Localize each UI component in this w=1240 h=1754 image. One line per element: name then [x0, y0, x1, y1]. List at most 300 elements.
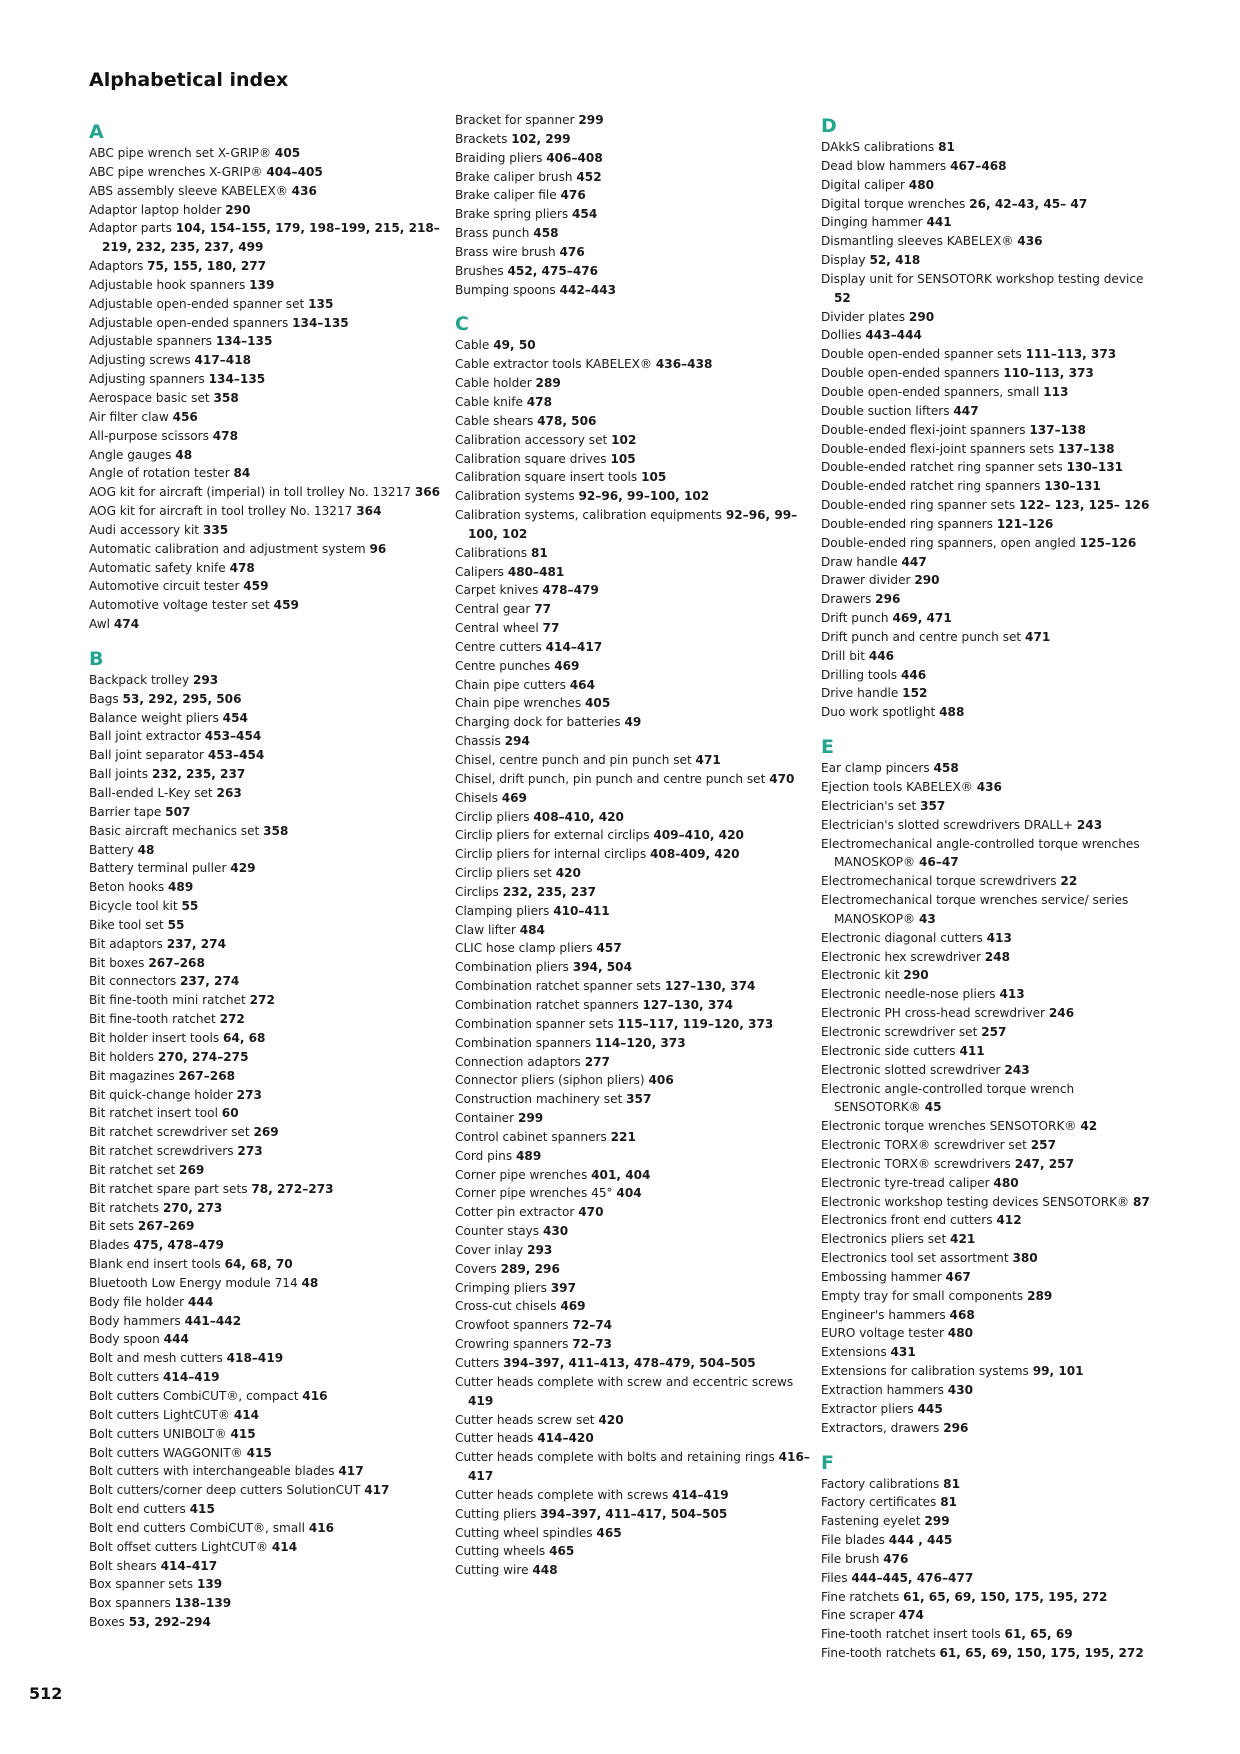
index-pages: 436 — [1017, 234, 1043, 249]
index-entry — [455, 1147, 815, 1166]
index-pages: 111–113, 373 — [1025, 347, 1117, 362]
index-term: Dismantling sleeves KABELEX® — [821, 234, 1018, 249]
index-entry — [455, 958, 815, 977]
index-entry — [821, 477, 1161, 496]
index-pages: 436–438 — [655, 357, 713, 372]
index-pages: 110–113, 373 — [1003, 366, 1094, 381]
index-term: Electronic torque wrenches SENSOTORK® — [821, 1119, 1081, 1134]
index-term: Electrician's slotted screwdrivers DRALL+ — [821, 817, 1077, 832]
index-term: Electromechanical torque screwdrivers — [821, 874, 1061, 889]
index-entry — [455, 355, 815, 374]
index-entry — [455, 1448, 815, 1486]
index-pages: 414 — [271, 1539, 298, 1554]
index-entry — [455, 563, 815, 582]
index-pages: 408-409, 420 — [649, 847, 740, 862]
index-entry — [455, 1260, 815, 1279]
index-pages: 139 — [249, 277, 275, 292]
index-pages: 42 — [1080, 1119, 1098, 1134]
index-entry — [455, 1034, 815, 1053]
index-pages: 429 — [230, 861, 256, 876]
index-term: Calibration square insert tools — [455, 470, 642, 485]
index-term: Adjustable open-ended spanners — [89, 315, 293, 330]
index-entry — [89, 577, 449, 596]
index-entry — [89, 1293, 449, 1312]
index-term: Crimping pliers — [455, 1280, 551, 1295]
index-entry — [89, 1500, 449, 1519]
index-entry — [89, 822, 449, 841]
index-column-3 — [821, 116, 1161, 1663]
index-pages: 121–126 — [996, 516, 1054, 531]
index-pages: 417–418 — [194, 353, 252, 368]
index-pages: 269 — [179, 1162, 205, 1177]
index-term: Bolt cutters/corner deep cutters SolutionCUT — [89, 1483, 365, 1498]
index-entry — [821, 1475, 1161, 1494]
index-entry — [455, 921, 815, 940]
index-term: Cutter heads screw set — [455, 1412, 599, 1427]
index-pages: 102 — [611, 432, 637, 447]
index-entry — [89, 784, 449, 803]
index-term: Factory calibrations — [821, 1476, 944, 1491]
index-pages: 273 — [236, 1087, 262, 1102]
index-pages: 445 — [917, 1401, 943, 1416]
index-term: Cable — [455, 338, 494, 353]
index-term: Brake caliper brush — [455, 169, 577, 184]
index-pages: 416 — [302, 1389, 328, 1403]
index-term: Audi accessory kit — [89, 522, 203, 537]
index-term: Circlip pliers for internal circlips — [455, 847, 650, 862]
index-term: Brake caliper file — [455, 188, 561, 203]
index-term: Dinging hammer — [821, 215, 927, 230]
index-pages: 430 — [542, 1224, 569, 1239]
index-pages: 467–468 — [950, 158, 1007, 173]
index-entry — [455, 281, 815, 300]
index-term: Extractor pliers — [821, 1401, 918, 1416]
index-entry — [821, 1023, 1161, 1042]
index-entry — [89, 1575, 449, 1594]
index-entry — [455, 600, 815, 619]
index-entry — [455, 1203, 815, 1222]
index-entry — [89, 483, 449, 502]
index-pages: 413 — [986, 930, 1012, 945]
index-entry — [89, 1312, 449, 1331]
index-term: Cable shears — [455, 413, 538, 428]
index-term: Bit holders — [89, 1049, 158, 1064]
index-entry — [89, 502, 449, 521]
index-entry — [455, 1373, 815, 1411]
index-term: Electronic tyre-tread caliper — [821, 1175, 994, 1190]
index-pages: 105 — [610, 451, 636, 466]
index-entry — [455, 262, 815, 281]
index-entry — [89, 803, 449, 822]
index-term: Basic aircraft mechanics set — [89, 823, 264, 838]
index-term: Air filter claw — [89, 409, 173, 424]
index-pages: 130–131 — [1066, 460, 1124, 475]
index-pages: 446 — [900, 667, 927, 682]
index-term: Electronic diagonal cutters — [821, 930, 987, 945]
index-term: Crowfoot spanners — [455, 1318, 573, 1333]
index-entry — [455, 1184, 815, 1203]
index-entry — [455, 506, 815, 544]
index-pages: 299 — [517, 1111, 544, 1126]
index-term: ABS assembly sleeve KABELEX® — [89, 183, 292, 198]
index-entry — [455, 732, 815, 751]
index-term: Crowring spanners — [455, 1337, 573, 1352]
index-pages: 357 — [920, 798, 946, 813]
index-pages: 469 — [560, 1299, 586, 1314]
index-term: Braiding pliers — [455, 150, 547, 165]
index-entry — [821, 232, 1161, 251]
index-entry — [821, 797, 1161, 816]
index-pages: 221 — [610, 1129, 636, 1144]
index-term: Ear clamp pincers — [821, 761, 934, 776]
index-entry — [455, 1053, 815, 1072]
index-entry — [455, 1411, 815, 1430]
index-entry — [821, 1550, 1161, 1569]
index-pages: 475, 478–479 — [133, 1238, 224, 1253]
index-pages: 442–443 — [559, 282, 617, 297]
index-pages: 257 — [981, 1024, 1007, 1039]
index-term: Dead blow hammers — [821, 158, 951, 173]
index-pages: 469 — [554, 658, 580, 673]
index-entry — [821, 213, 1161, 232]
index-entry — [821, 308, 1161, 327]
index-term: Bit ratchet screwdrivers — [89, 1144, 238, 1159]
index-pages: 102, 299 — [511, 131, 571, 146]
index-pages: 137–138 — [1057, 441, 1115, 456]
index-term: Fine-tooth ratchet insert tools — [821, 1627, 1005, 1642]
index-pages: 289, 296 — [500, 1261, 560, 1276]
index-term: Electronic TORX® screwdrivers — [821, 1156, 1015, 1171]
index-term: Adjustable hook spanners — [89, 277, 250, 292]
index-entry — [821, 1644, 1161, 1663]
index-pages: 96 — [369, 541, 387, 556]
index-pages: 478 — [229, 560, 255, 575]
index-entry — [821, 1174, 1161, 1193]
index-entry — [821, 1625, 1161, 1644]
index-term: Backpack trolley — [89, 672, 193, 687]
index-term: Calibrations — [455, 545, 531, 560]
index-pages: 489 — [168, 880, 194, 895]
index-term: Adjustable spanners — [89, 334, 216, 349]
index-entry — [89, 1519, 449, 1538]
index-pages: 380 — [1012, 1251, 1038, 1266]
index-pages: 452 — [576, 169, 602, 184]
index-entry — [89, 389, 449, 408]
index-pages: 139 — [196, 1577, 223, 1592]
index-term: Cable knife — [455, 394, 527, 409]
index-term: Automatic calibration and adjustment system — [89, 541, 370, 556]
index-entry — [455, 1090, 815, 1109]
index-term: Bolt cutters UNIBOLT® — [89, 1426, 231, 1441]
index-entry — [89, 1199, 449, 1218]
index-term: Calipers — [455, 564, 508, 579]
index-entry — [89, 427, 449, 446]
index-pages: 293 — [527, 1242, 553, 1257]
index-entry — [455, 1542, 815, 1561]
index-entry — [455, 1505, 815, 1524]
index-entry — [89, 1613, 449, 1632]
index-pages: 394–397, 411–413, 478–479, 504–505 — [503, 1356, 756, 1370]
index-term: ABC pipe wrench set X-GRIP® — [89, 146, 275, 160]
index-term: Bolt cutters WAGGONIT® — [89, 1445, 247, 1460]
index-term: Combination ratchet spanners — [455, 997, 643, 1012]
index-pages: 464 — [569, 677, 595, 692]
index-pages: 22 — [1060, 874, 1078, 889]
index-pages: 294 — [504, 734, 530, 749]
index-term: Electronics pliers set — [821, 1232, 951, 1247]
index-pages: 357 — [626, 1092, 652, 1107]
index-pages: 411 — [959, 1043, 985, 1058]
index-term: Extensions for calibration systems — [821, 1364, 1033, 1379]
index-term: Box spanners — [89, 1596, 175, 1611]
index-pages: 471 — [1025, 629, 1051, 644]
index-pages: 448 — [532, 1563, 558, 1578]
index-pages: 409–410, 420 — [653, 828, 744, 843]
index-term: Circlips — [455, 884, 503, 899]
index-entry — [455, 1128, 815, 1147]
index-term: Drift punch and centre punch set — [821, 629, 1026, 644]
index-entry — [455, 713, 815, 732]
index-entry — [89, 257, 449, 276]
index-term: Electromechanical angle-controlled torque wrenches MANOSKOP® — [821, 836, 1140, 870]
index-term: Cross-cut chisels — [455, 1299, 561, 1314]
index-term: Electronic angle-controlled torque wrench SENSOTORK® — [821, 1081, 1075, 1115]
index-entry — [89, 765, 449, 784]
index-term: File brush — [821, 1551, 884, 1566]
index-term: Cutting wire — [455, 1563, 533, 1578]
index-pages: 137–138 — [1029, 422, 1086, 437]
index-pages: 415 — [230, 1426, 256, 1441]
index-entry — [455, 581, 815, 600]
index-pages: 135 — [308, 296, 334, 311]
index-entry — [455, 205, 815, 224]
index-term: Combination spanner sets — [455, 1016, 618, 1031]
index-term: Drift punch — [821, 611, 893, 626]
index-term: Ball-ended L-Key set — [89, 786, 217, 800]
index-entry — [89, 1425, 449, 1444]
index-pages: 404 — [616, 1186, 642, 1201]
index-pages: 446 — [868, 648, 895, 663]
index-term: Cutting pliers — [455, 1506, 541, 1521]
index-pages: 92–96, 99–100, 102 — [578, 489, 710, 504]
index-entry — [89, 1368, 449, 1387]
index-term: Drill bit — [821, 648, 869, 663]
index-term: Bolt shears — [89, 1558, 161, 1573]
index-entry — [821, 1606, 1161, 1625]
index-entry — [821, 891, 1161, 929]
index-term: Counter stays — [455, 1224, 543, 1239]
index-term: Electronic slotted screwdriver — [821, 1062, 1005, 1077]
index-term: Double-ended ratchet ring spanners — [821, 479, 1045, 494]
index-term: Electronic workshop testing devices SENSOTORK® — [821, 1194, 1133, 1209]
index-pages: 406–408 — [546, 150, 603, 165]
index-entry — [455, 864, 815, 883]
index-pages: 78, 272–273 — [251, 1181, 334, 1196]
index-entry — [821, 1419, 1161, 1438]
index-pages: 444 , 445 — [888, 1533, 953, 1548]
index-entry — [821, 1080, 1161, 1118]
index-entry — [89, 746, 449, 765]
index-pages: 414–420 — [537, 1431, 594, 1446]
index-entry — [455, 111, 815, 130]
index-entry — [89, 1104, 449, 1123]
index-entry — [89, 615, 449, 634]
index-entry — [89, 671, 449, 690]
index-pages: 43 — [918, 911, 936, 926]
index-entry — [821, 1400, 1161, 1419]
index-pages: 454 — [222, 710, 248, 725]
index-pages: 467 — [945, 1269, 971, 1284]
index-pages: 267–269 — [137, 1219, 195, 1234]
index-term: Cutter heads — [455, 1431, 538, 1446]
index-entry — [89, 144, 449, 163]
index-term: Calibration systems, calibration equipments — [455, 508, 726, 523]
index-term: Chisel, drift punch, pin punch and centre punch set — [455, 771, 770, 786]
index-pages: 412 — [996, 1213, 1022, 1228]
index-entry — [821, 345, 1161, 364]
index-entry — [89, 1481, 449, 1500]
index-term: Cutter heads complete with screws — [455, 1487, 673, 1502]
index-pages: 64, 68 — [222, 1030, 266, 1045]
index-entry — [455, 1335, 815, 1354]
index-pages: 104, 154–155, 179, 198–199, 215, 218–219, 232, 235, 237, 499 — [102, 221, 440, 255]
index-pages: 77 — [534, 602, 552, 617]
index-pages: 81 — [938, 140, 955, 154]
index-pages: 105 — [641, 470, 667, 485]
index-pages: 415 — [246, 1445, 272, 1460]
index-pages: 289 — [1027, 1288, 1053, 1303]
index-term: Bit fine-tooth mini ratchet — [89, 993, 250, 1008]
index-pages: 452, 475–476 — [507, 263, 599, 278]
index-pages: 457 — [596, 941, 622, 956]
index-pages: 476 — [560, 188, 586, 203]
index-pages: 290 — [908, 309, 935, 324]
index-term: Files — [821, 1570, 852, 1585]
index-pages: 366 — [414, 485, 441, 500]
index-entry — [89, 1594, 449, 1613]
index-pages: 453–454 — [204, 729, 262, 744]
index-pages: 263 — [216, 786, 242, 800]
index-entry — [89, 1217, 449, 1236]
index-entry — [89, 446, 449, 465]
section-letter: B — [89, 647, 104, 670]
index-entry — [89, 1274, 449, 1293]
index-term: Boxes — [89, 1615, 129, 1630]
index-entry — [89, 916, 449, 935]
index-pages: 61, 65, 69 — [1004, 1627, 1073, 1642]
section-letter: C — [455, 313, 469, 336]
index-entry — [821, 571, 1161, 590]
index-term: Angle gauges — [89, 447, 176, 462]
index-term: Brass punch — [455, 226, 534, 241]
index-entry — [455, 186, 815, 205]
index-pages: 410–411 — [553, 903, 610, 918]
index-term: Ball joint separator — [89, 748, 208, 763]
index-term: Duo work spotlight — [821, 705, 940, 720]
index-pages: 465 — [596, 1525, 622, 1540]
index-pages: 45 — [924, 1100, 942, 1115]
index-entry — [821, 609, 1161, 628]
index-entry — [821, 985, 1161, 1004]
index-entry — [821, 1136, 1161, 1155]
index-pages: 299 — [924, 1514, 950, 1529]
index-pages: 48 — [301, 1275, 319, 1290]
index-term: Adaptor parts — [89, 221, 176, 236]
index-term: Drawer divider — [821, 573, 915, 588]
index-term: Fine ratchets — [821, 1589, 904, 1604]
index-pages: 277 — [584, 1054, 610, 1069]
index-term: Cable holder — [455, 376, 536, 391]
index-term: Drilling tools — [821, 667, 901, 682]
index-term: Double suction lifters — [821, 403, 954, 418]
index-pages: 441–442 — [184, 1313, 242, 1328]
index-term: Beton hooks — [89, 880, 168, 895]
index-entry — [821, 1155, 1161, 1174]
index-term: Adjusting spanners — [89, 372, 209, 387]
index-pages: 72–73 — [572, 1337, 612, 1352]
index-pages: 232, 235, 237 — [502, 884, 597, 899]
index-term: Electronic TORX® screwdriver set — [821, 1138, 1031, 1153]
index-pages: 394–397, 411–417, 504–505 — [540, 1506, 728, 1521]
index-pages: 488 — [939, 705, 965, 720]
index-pages: 414–417 — [545, 639, 603, 654]
index-entry — [821, 270, 1161, 308]
index-term: Centre cutters — [455, 639, 546, 654]
index-entry — [89, 521, 449, 540]
index-entry — [455, 487, 815, 506]
index-entry — [455, 224, 815, 243]
index-entry — [821, 1117, 1161, 1136]
index-pages: 248 — [984, 949, 1011, 964]
index-term: Central wheel — [455, 621, 543, 636]
index-term: Cord pins — [455, 1148, 516, 1163]
index-entry — [821, 628, 1161, 647]
index-pages: 46–47 — [918, 855, 959, 870]
index-pages: 418–419 — [226, 1351, 284, 1366]
index-term: Drive handle — [821, 686, 903, 701]
index-entry — [89, 219, 449, 257]
index-entry — [455, 1354, 815, 1373]
index-entry — [89, 1048, 449, 1067]
index-pages: 478 — [212, 428, 239, 443]
index-entry — [455, 130, 815, 149]
index-term: Combination spanners — [455, 1035, 596, 1050]
index-pages: 441 — [926, 215, 952, 230]
index-term: Body hammers — [89, 1313, 185, 1328]
index-term: Bit quick-change holder — [89, 1087, 237, 1102]
index-pages: 478–479 — [542, 583, 599, 598]
index-pages: 127–130, 374 — [642, 997, 734, 1012]
index-term: Body spoon — [89, 1332, 164, 1347]
index-entry — [89, 1255, 449, 1274]
index-entry — [821, 647, 1161, 666]
index-term: Electrician's set — [821, 798, 921, 813]
index-term: Electronics tool set assortment — [821, 1251, 1013, 1266]
index-term: Bolt cutters with interchangeable blades — [89, 1464, 339, 1479]
index-entry — [89, 332, 449, 351]
index-term: Double open-ended spanners, small — [821, 384, 1044, 399]
index-entry — [455, 336, 815, 355]
index-entry — [821, 364, 1161, 383]
index-entry — [89, 182, 449, 201]
index-entry — [821, 1211, 1161, 1230]
index-pages: 55 — [181, 899, 199, 914]
index-pages: 489 — [515, 1148, 542, 1163]
index-entry — [821, 458, 1161, 477]
index-entry — [455, 638, 815, 657]
index-pages: 415 — [189, 1502, 215, 1517]
index-entry — [821, 195, 1161, 214]
